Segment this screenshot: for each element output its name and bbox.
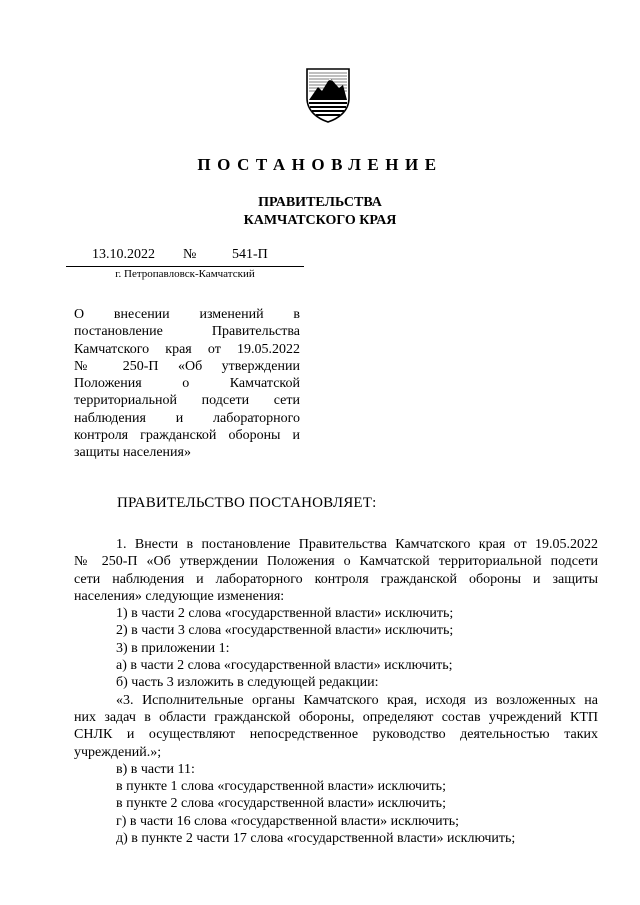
document-date: 13.10.2022 (92, 247, 155, 262)
kamchatka-coat-of-arms-icon (303, 66, 353, 124)
subject-line: № 250-П «Об утверждении (74, 358, 300, 374)
subject-line: защиты населения» (74, 445, 191, 461)
document-body (74, 536, 598, 847)
list-item: 1) в части 2 слова «государственной власти» исключить; (116, 606, 454, 622)
document-number: 541-П (232, 247, 268, 262)
list-item: в пункте 2 слова «государственной власти» исключить; (116, 796, 446, 812)
subject-line: наблюдения и лабораторного (74, 410, 300, 426)
quote-line: учреждений.»; (74, 744, 162, 760)
quote-line: СНЛК и осуществляют непосредственное руководство деятельностью таких (74, 727, 598, 743)
list-item: б) часть 3 изложить в следующей редакции: (116, 675, 379, 691)
body-line: № 250-П «Об утверждении Положения о Камчатской территориальной подсети (74, 554, 598, 570)
document-subject (74, 306, 300, 462)
issue-place: г. Петропавловск-Камчатский (115, 268, 255, 280)
list-item: в пункте 1 слова «государственной власти» исключить; (116, 779, 446, 795)
list-item: д) в пункте 2 части 17 слова «государственной власти» исключить; (116, 831, 516, 847)
list-item: а) в части 2 слова «государственной власти» исключить; (116, 658, 453, 674)
document-title: ПОСТАНОВЛЕНИЕ (197, 155, 443, 174)
subject-line: Положения о Камчатской (74, 376, 300, 392)
subject-line: контроля гражданской обороны и (74, 428, 300, 444)
number-sign: № (183, 247, 197, 262)
body-line: 1. Внести в постановление Правительства Камчатского края от 19.05.2022 (116, 537, 598, 552)
body-line: сети наблюдения и лабораторного контроля гражданской обороны и защиты (74, 571, 598, 587)
subject-line: Камчатского края от 19.05.2022 (74, 341, 300, 357)
quote-line: них задач в области гражданской обороны, определяют состав учреждений КТП (74, 709, 598, 725)
list-item: г) в части 16 слова «государственной власти» исключить; (116, 813, 460, 829)
subject-line: территориальной подсети сети (74, 393, 300, 409)
body-line: населения» следующие изменения: (74, 588, 285, 604)
subject-line: постановление Правительства (74, 324, 300, 340)
subject-line: О внесении изменений в (74, 307, 300, 322)
quote-line: «3. Исполнительные органы Камчатского края, исходя из возложенных на (116, 692, 598, 708)
date-underline (66, 266, 304, 267)
issuer-line-2: КАМЧАТСКОГО КРАЯ (243, 213, 397, 228)
list-item: в) в части 11: (116, 761, 195, 777)
list-item: 2) в части 3 слова «государственной власти» исключить; (116, 623, 454, 639)
list-item: 3) в приложении 1: (116, 640, 230, 656)
issuer-line-1: ПРАВИТЕЛЬСТВА (258, 195, 382, 210)
resolve-heading: ПРАВИТЕЛЬСТВО ПОСТАНОВЛЯЕТ: (117, 495, 377, 511)
